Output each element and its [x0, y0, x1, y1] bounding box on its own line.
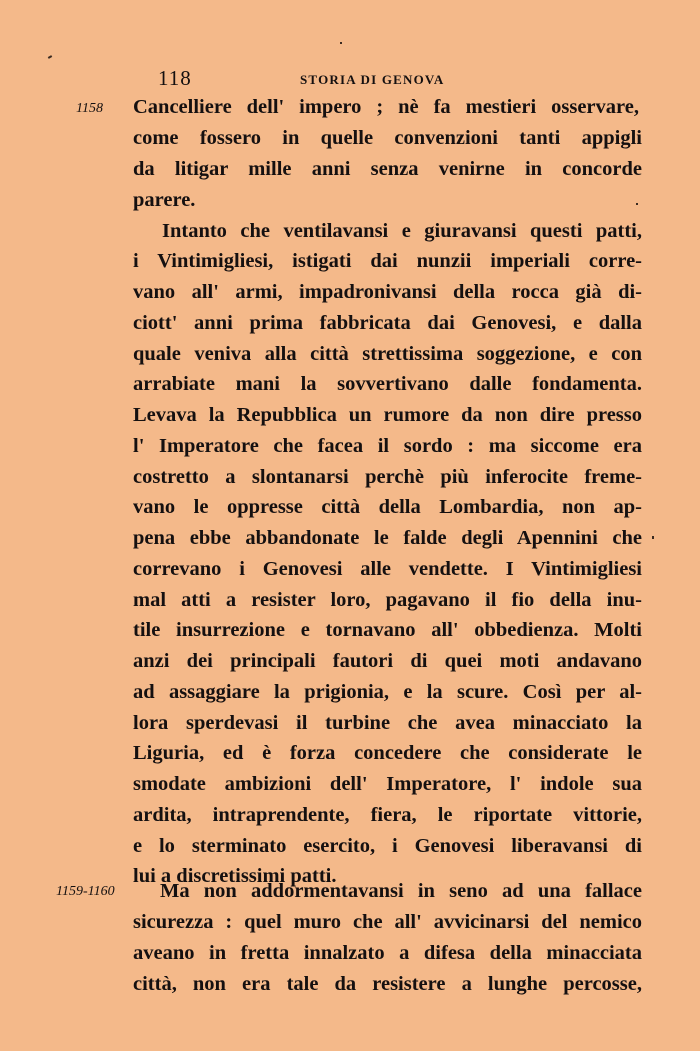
ink-speck: [340, 42, 342, 44]
text-line: smodate ambizioni dell' Imperatore, l' indole sua: [133, 773, 642, 795]
text-line: città, non era tale da resistere a lunghe percosse,: [133, 973, 642, 995]
text-line: quale veniva alla città strettissima soggezione, e con: [133, 343, 642, 365]
text-line: costretto a slontanarsi perchè più inferocite freme-: [133, 466, 642, 488]
running-header: [158, 66, 478, 94]
text-line: Intanto che ventilavansi e giuravansi questi patti,: [162, 220, 642, 242]
text-line: e lo sterminato esercito, i Genovesi liberavansi di: [133, 835, 642, 857]
page-number: 118: [158, 66, 192, 90]
running-title: STORIA DI GENOVA: [300, 72, 445, 87]
text-line: sicurezza : quel muro che all' avvicinarsi del nemico: [133, 911, 642, 933]
text-line: l' Imperatore che facea il sordo : ma siccome era: [133, 435, 642, 457]
text-line: ad assaggiare la prigionia, e la scure. Così per al-: [133, 681, 642, 703]
margin-date: 1159-1160: [56, 884, 115, 899]
text-line: vano le oppresse città della Lombardia, non ap-: [133, 496, 642, 518]
text-line: Cancelliere dell' impero ; nè fa mestieri osservare,: [133, 96, 639, 118]
text-line: da litigar mille anni senza venirne in concorde: [133, 158, 642, 180]
text-line: Ma non addormentavansi in seno ad una fallace: [160, 880, 642, 902]
ink-speck: [652, 536, 654, 539]
text-line: vano all' armi, impadronivansi della rocca già di-: [133, 281, 642, 303]
text-line: arrabiate mani la sovvertivano dalle fondamenta.: [133, 373, 642, 395]
text-line: ardita, intraprendente, fiera, le riportate vittorie,: [133, 804, 642, 826]
text-line: come fossero in quelle convenzioni tanti appigli: [133, 127, 642, 149]
text-line: correvano i Genovesi alle vendette. I Vintimigliesi: [133, 558, 642, 580]
text-line: lora sperdevasi il turbine che avea minacciato la: [133, 712, 642, 734]
text-line: ciott' anni prima fabbricata dai Genovesi, e dalla: [133, 312, 642, 334]
text-line: i Vintimigliesi, istigati dai nunzii imperiali corre-: [133, 250, 642, 272]
text-line: lui a discretissimi patti.: [133, 865, 337, 887]
text-line: aveano in fretta innalzato a difesa della minacciata: [133, 942, 642, 964]
margin-date: 1158: [76, 101, 103, 116]
text-line: Levava la Repubblica un rumore da non dire presso: [133, 404, 642, 426]
text-line: parere.: [133, 189, 196, 211]
ink-speck: [48, 55, 52, 59]
text-line: anzi dei principali fautori di quei moti andavano: [133, 650, 642, 672]
text-line: mal atti a resister loro, pagavano il fio della inu-: [133, 589, 642, 611]
text-line: tile insurrezione e tornavano all' obbedienza. Molti: [133, 619, 642, 641]
text-line: Liguria, ed è forza concedere che considerate le: [133, 742, 642, 764]
text-line: pena ebbe abbandonate le falde degli Apennini che: [133, 527, 642, 549]
